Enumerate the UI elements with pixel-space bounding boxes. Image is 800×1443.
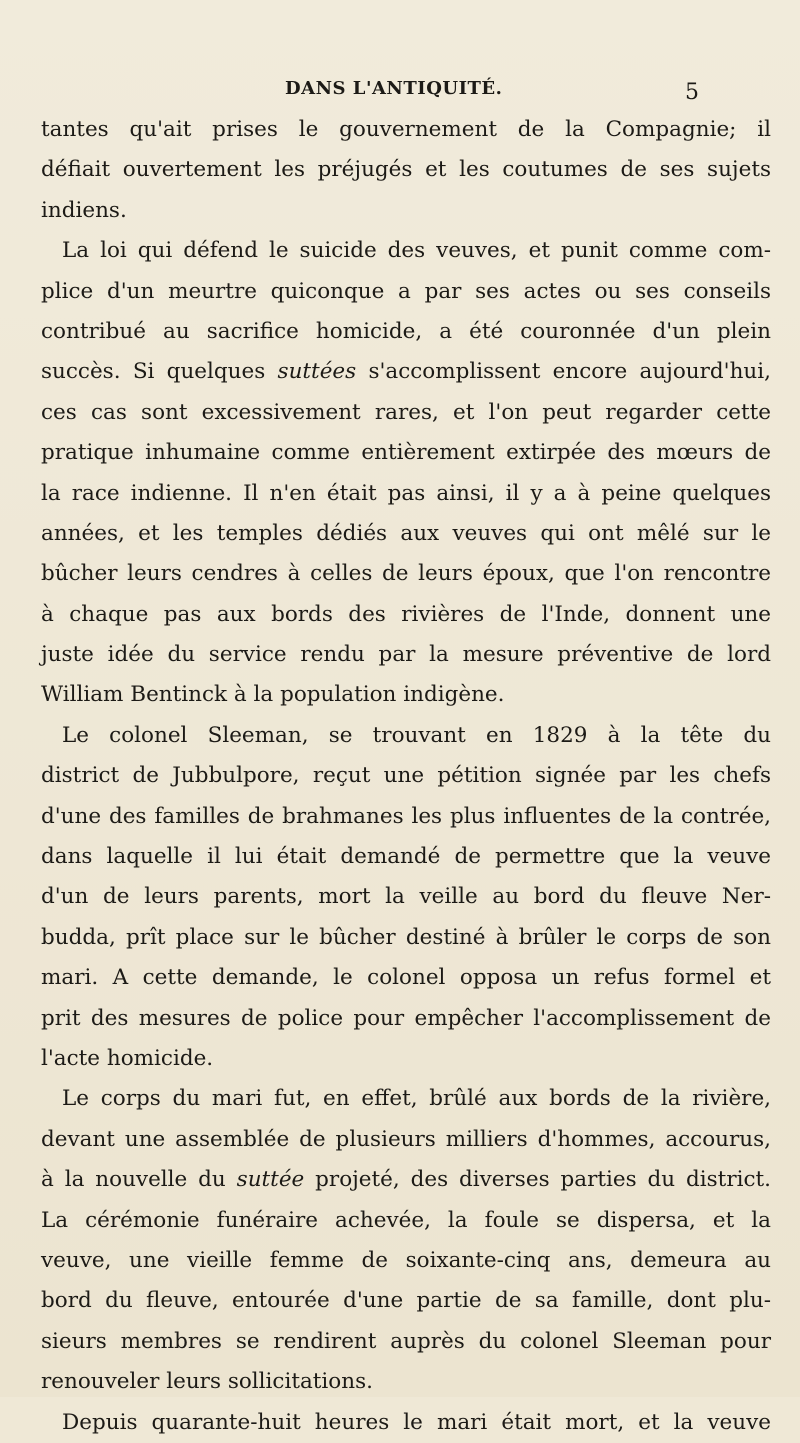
emphasized-word: suttées — [277, 359, 357, 385]
body-text — [41, 110, 771, 1443]
text-line-with-emphasis — [41, 1160, 771, 1200]
text-line: l'acte homicide. — [41, 1045, 214, 1071]
text-fragment: s'accomplissent encore aujourd'hui, — [356, 359, 771, 385]
text-line: renouveler leurs sollicitations. — [41, 1369, 373, 1395]
text-line: bord du fleuve, entourée d'une partie de sa famille, dont plu- — [41, 1288, 771, 1314]
text-line-with-emphasis — [41, 352, 771, 392]
text-line: budda, prît place sur le bûcher destiné à brûler le corps de son — [41, 924, 771, 950]
text-line: William Bentinck à la population indigène. — [41, 682, 505, 708]
text-line: d'une des familles de brahmanes les plus influentes de la contrée, — [41, 803, 771, 829]
text-line: mari. A cette demande, le colonel opposa un refus formel et — [41, 965, 771, 991]
text-fragment: projeté, des diverses parties du district. — [304, 1167, 771, 1193]
text-line: Le colonel Sleeman, se trouvant en 1829 à la tête du — [62, 722, 771, 748]
text-line: plice d'un meurtre quiconque a par ses actes ou ses conseils — [41, 278, 771, 304]
text-line: Le corps du mari fut, en effet, brûlé aux bords de la rivière, — [62, 1086, 771, 1112]
text-line: Depuis quarante-huit heures le mari était mort, et la veuve — [62, 1409, 771, 1435]
text-line: veuve, une vieille femme de soixante-cinq ans, demeura au — [41, 1247, 771, 1273]
text-line: sieurs membres se rendirent auprès du colonel Sleeman pour — [41, 1328, 771, 1354]
running-title: DANS L'ANTIQUITÉ. — [285, 78, 503, 99]
text-line: contribué au sacrifice homicide, a été couronnée d'un plein — [41, 318, 771, 344]
text-line: tantes qu'ait prises le gouvernement de la Compagnie; il — [41, 117, 771, 142]
text-line: devant une assemblée de plusieurs milliers d'hommes, accourus, — [41, 1126, 771, 1152]
text-line: district de Jubbulpore, reçut une pétition signée par les chefs — [41, 763, 771, 789]
text-fragment: succès. Si quelques — [41, 359, 278, 385]
text-line: défiait ouvertement les préjugés et les coutumes de ses sujets — [41, 157, 771, 183]
text-line: La cérémonie funéraire achevée, la foule se dispersa, et la — [41, 1207, 771, 1233]
text-line: d'un de leurs parents, mort la veille au bord du fleuve Ner- — [41, 884, 771, 910]
text-line: la race indienne. Il n'en était pas ainsi, il y a à peine quelques — [41, 480, 771, 506]
text-line: La loi qui défend le suicide des veuves, et punit comme com- — [62, 238, 771, 264]
text-line: ces cas sont excessivement rares, et l'on peut regarder cette — [41, 399, 771, 425]
page-number: 5 — [685, 80, 699, 105]
text-line: bûcher leurs cendres à celles de leurs époux, que l'on rencontre — [41, 561, 771, 587]
text-line: années, et les temples dédiés aux veuves qui ont mêlé sur le — [41, 520, 771, 546]
text-line: prit des mesures de police pour empêcher l'accomplissement de — [41, 1005, 771, 1031]
text-line: indiens. — [41, 197, 127, 223]
text-line: à chaque pas aux bords des rivières de l'Inde, donnent une — [41, 601, 771, 627]
text-line: dans laquelle il lui était demandé de permettre que la veuve — [41, 844, 771, 870]
text-fragment: à la nouvelle du — [41, 1167, 237, 1193]
emphasized-word: suttée — [236, 1167, 305, 1193]
text-line: juste idée du service rendu par la mesure préventive de lord — [41, 642, 771, 668]
text-line: pratique inhumaine comme entièrement extirpée des mœurs de — [41, 440, 771, 466]
